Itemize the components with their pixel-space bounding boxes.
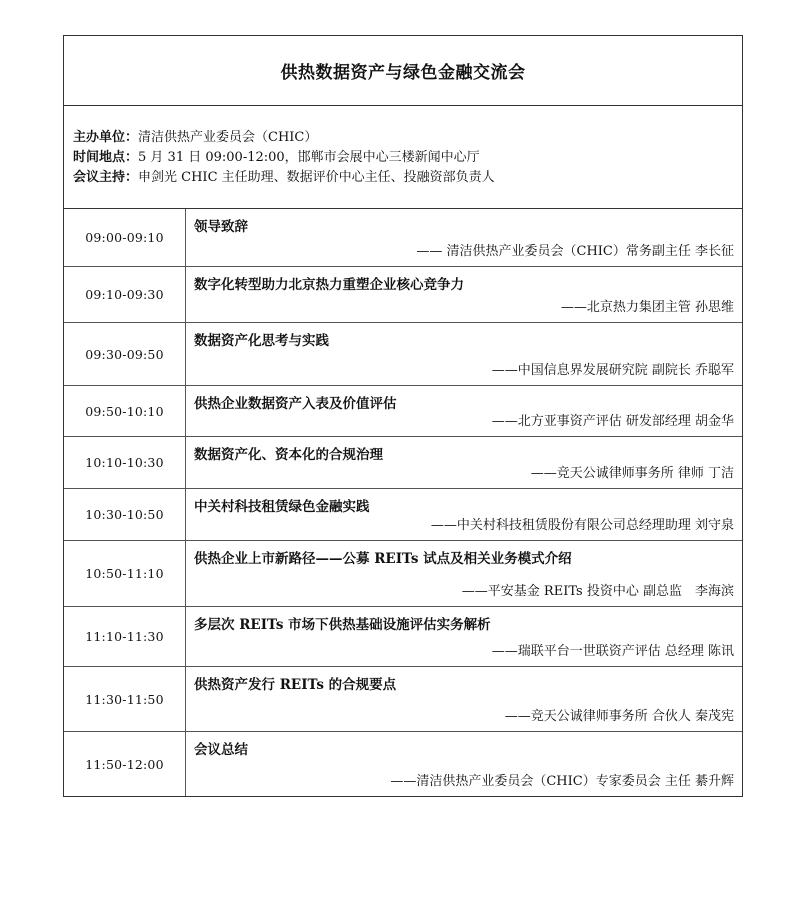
agenda-time: 11:50-12:00: [64, 732, 186, 796]
agenda-time: 09:30-09:50: [64, 323, 186, 385]
organizer-line: [73, 128, 742, 148]
agenda-content: [186, 607, 742, 666]
agenda-topic: 中关村科技租赁绿色金融实践: [194, 499, 370, 515]
time-place-label: 时间地点：: [73, 150, 139, 165]
agenda-content: [186, 267, 742, 322]
agenda-content: [186, 732, 742, 796]
time-place-value: 5 月 31 日 09:00-12:00，邯郸市会展中心三楼新闻中心厅: [138, 150, 480, 165]
agenda-time: 11:10-11:30: [64, 607, 186, 666]
agenda-content: [186, 386, 742, 436]
host-value: 申剑光 CHIC 主任助理、数据评价中心主任、投融资部负责人: [138, 170, 495, 185]
agenda-topic: 供热企业上市新路径——公募 REITs 试点及相关业务模式介绍: [194, 551, 572, 567]
agenda-row: [64, 267, 742, 323]
agenda-time: 09:00-09:10: [64, 209, 186, 266]
agenda-time: 09:50-10:10: [64, 386, 186, 436]
agenda-topic: 数据资产化、资本化的合规治理: [194, 447, 383, 463]
agenda-content: [186, 323, 742, 385]
agenda-row: [64, 667, 742, 732]
host-line: [73, 168, 742, 188]
agenda-speaker: ——瑞联平台一世联资产评估 总经理 陈讯: [491, 644, 734, 659]
agenda-speaker: ——中国信息界发展研究院 副院长 乔聪军: [491, 363, 734, 378]
title-row: [64, 36, 742, 106]
organizer-value: 清洁供热产业委员会（CHIC）: [138, 130, 318, 145]
agenda-topic: 供热企业数据资产入表及价值评估: [194, 396, 397, 412]
agenda-time: 10:30-10:50: [64, 489, 186, 540]
agenda-row: [64, 607, 742, 667]
agenda-speaker: ——清洁供热产业委员会（CHIC）专家委员会 主任 綦升辉: [390, 774, 734, 789]
agenda-topic: 供热资产发行 REITs 的合规要点: [194, 677, 397, 693]
agenda-speaker: ——北京热力集团主管 孙思维: [560, 300, 734, 315]
agenda-speaker: ——竞天公诚律师事务所 合伙人 秦茂宪: [504, 709, 734, 724]
agenda-row: [64, 323, 742, 386]
agenda-speaker: ——竞天公诚律师事务所 律师 丁洁: [530, 466, 734, 481]
host-label: 会议主持：: [73, 170, 139, 185]
agenda-topic: 领导致辞: [194, 219, 248, 235]
agenda-content: [186, 437, 742, 488]
agenda-topic: 多层次 REITs 市场下供热基础设施评估实务解析: [194, 617, 491, 633]
agenda-content: [186, 489, 742, 540]
agenda-content: [186, 667, 742, 731]
agenda-speaker: ——北方亚事资产评估 研发部经理 胡金华: [491, 414, 734, 429]
agenda-content: [186, 541, 742, 606]
agenda-row: [64, 489, 742, 541]
agenda-speaker: ——中关村科技租赁股份有限公司总经理助理 刘守泉: [430, 518, 734, 533]
agenda-topic: 数据资产化思考与实践: [194, 333, 329, 349]
page-title: 供热数据资产与绿色金融交流会: [280, 63, 526, 83]
agenda-time: 09:10-09:30: [64, 267, 186, 322]
agenda-row: [64, 437, 742, 489]
time-place-line: [73, 148, 742, 168]
meeting-info: [64, 106, 742, 209]
agenda-time: 10:10-10:30: [64, 437, 186, 488]
agenda-speaker: ——平安基金 REITs 投资中心 副总监 李海滨: [461, 584, 734, 599]
agenda-row: [64, 386, 742, 437]
agenda-time: 10:50-11:10: [64, 541, 186, 606]
agenda-speaker: —— 清洁供热产业委员会（CHIC）常务副主任 李长征: [416, 244, 734, 259]
agenda-content: [186, 209, 742, 266]
agenda-row: [64, 209, 742, 267]
agenda-sheet: [63, 35, 743, 797]
organizer-label: 主办单位：: [73, 130, 139, 145]
agenda-topic: 数字化转型助力北京热力重塑企业核心竞争力: [194, 277, 464, 293]
agenda-row: [64, 732, 742, 796]
agenda-row: [64, 541, 742, 607]
agenda-time: 11:30-11:50: [64, 667, 186, 731]
agenda-topic: 会议总结: [194, 742, 248, 758]
